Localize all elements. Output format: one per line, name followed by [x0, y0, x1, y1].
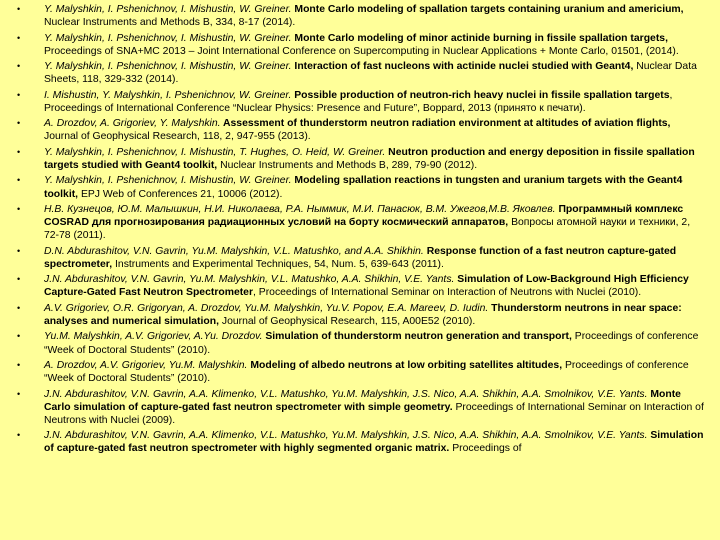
reference-title: Simulation of thunderstorm neutron generation and transport, — [262, 331, 572, 343]
reference-title: Monte Carlo modeling of spallation targets containing uranium and americium, — [291, 4, 684, 15]
bullet-icon: • — [17, 388, 21, 399]
reference-source: , Proceedings of International Seminar on Interaction of Neutrons with Nuclei (2010). — [253, 287, 642, 299]
reference-source: Proceedings of conference “Week of Doctoral Students” (2010). — [44, 331, 699, 356]
reference-item — [17, 60, 706, 86]
reference-title: Modeling of albedo neutrons at low orbiting satellites altitudes, — [247, 360, 563, 372]
reference-item — [17, 89, 706, 115]
reference-source: EPJ Web of Conferences 21, 10006 (2012). — [78, 188, 283, 200]
bullet-icon: • — [17, 146, 21, 157]
reference-source: Journal of Geophysical Research, 115, A00E52 (2010). — [218, 315, 476, 327]
bullet-icon: • — [17, 175, 21, 186]
reference-title: Simulation of Low-Background High Efficiency Capture-Gated Fast Neutron Spectrometer — [44, 274, 689, 299]
reference-title: Modeling spallation reactions in tungsten and uranium targets with the Geant4 toolkit, — [44, 175, 683, 200]
reference-item — [17, 245, 706, 271]
reference-authors: Y. Malyshkin, I. Pshenichnov, I. Mishustin, W. Greiner. — [44, 61, 292, 73]
reference-authors: A. Drozdov, A. Grigoriev, Y. Malyshkin. — [44, 118, 221, 130]
reference-item — [17, 302, 706, 328]
reference-authors: Н.В. Кузнецов, Ю.М. Малышкин, Н.И. Николаева, Р.А. Ныммик, М.И. Панасюк, В.М. Ужегов,М.В. Яковлев. — [44, 204, 556, 216]
bullet-icon: • — [17, 274, 21, 285]
reference-authors: J.N. Abdurashitov, V.N. Gavrin, Yu.M. Malyshkin, V.L. Matushko, A.A. Shikhin, V.E. Yants. — [44, 274, 455, 286]
reference-source: Proceedings of International Seminar on Interaction of Neutrons with Nuclei (2009). — [44, 401, 704, 426]
reference-title: Monte Carlo simulation of capture-gated fast neutron spectrometer with simple geometry. — [44, 388, 681, 413]
reference-authors: D.N. Abdurashitov, V.N. Gavrin, Yu.M. Malyshkin, V.L. Matushko, and A.A. Shikhin. — [44, 245, 424, 257]
reference-authors: J.N. Abdurashitov, V.N. Gavrin, A.A. Klimenko, V.L. Matushko, Yu.M. Malyshkin, J.S. Nico, A.A. Shikhin, A.A. Smolnikov, V.E. Yants. — [44, 388, 648, 400]
reference-source: , Proceedings of International Conference “Nuclear Physics: Presence and Future”, Boppard, 2013 (принято к печати). — [44, 89, 673, 114]
bullet-icon: • — [17, 118, 21, 129]
bullet-icon: • — [17, 360, 21, 371]
reference-authors: Y. Malyshkin, I. Pshenichnov, I. Mishustin, W. Greiner. — [44, 4, 292, 15]
reference-item — [17, 388, 706, 427]
reference-authors: Y. Malyshkin, I. Pshenichnov, I. Mishustin, W. Greiner. — [44, 32, 292, 44]
reference-title: Программный комплекс COSRAD для прогнозирования радиационных условий на борту космический аппаратов, — [44, 204, 684, 229]
reference-item — [17, 146, 706, 172]
reference-item — [17, 3, 706, 29]
reference-title: Assessment of thunderstorm neutron radiation environment at altitudes of aviation flights, — [220, 118, 671, 130]
reference-source: Proceedings of conference “Week of Doctoral Students” (2010). — [44, 360, 689, 385]
reference-item — [17, 273, 706, 299]
reference-item — [17, 429, 706, 455]
reference-item — [17, 203, 706, 242]
reference-authors: I. Mishustin, Y. Malyshkin, I. Pshenichnov, W. Greiner. — [44, 89, 292, 101]
bullet-icon: • — [17, 32, 21, 43]
reference-source: Nuclear Data Sheets, 118, 329-332 (2014). — [44, 61, 697, 86]
reference-authors: Yu.M. Malyshkin, A.V. Grigoriev, A.Yu. Drozdov. — [44, 331, 263, 343]
reference-item — [17, 32, 706, 58]
reference-authors: Y. Malyshkin, I. Pshenichnov, I. Mishustin, T. Hughes, O. Heid, W. Greiner. — [44, 146, 386, 158]
reference-title: Possible production of neutron-rich heavy nuclei in fissile spallation targets — [291, 89, 670, 101]
reference-source: Proceedings of — [449, 443, 522, 455]
reference-item — [17, 330, 706, 356]
reference-authors: A.V. Grigoriev, O.R. Grigoryan, A. Drozdov, Yu.M. Malyshkin, Yu.V. Popov, E.A. Mareev, D. Iudin. — [44, 302, 489, 314]
reference-title: Interaction of fast nucleons with actinide nuclei studied with Geant4, — [291, 61, 634, 73]
reference-source: Proceedings of SNA+MC 2013 – Joint International Conference on Supercomputing in Nuclear Applications + Monte Carlo, 01501, (2014). — [44, 45, 679, 57]
bullet-icon: • — [17, 430, 21, 441]
reference-title: Simulation of capture-gated fast neutron spectrometer with highly segmented organic matrix. — [44, 430, 704, 455]
bullet-icon: • — [17, 61, 21, 72]
reference-title: Neutron production and energy deposition in fissile spallation targets studied with Geant4 toolkit, — [44, 146, 695, 171]
reference-title: Monte Carlo modeling of minor actinide burning in fissile spallation targets, — [291, 32, 668, 44]
reference-source: Instruments and Experimental Techniques, 54, Num. 5, 639-643 (2011). — [112, 258, 444, 270]
reference-item — [17, 174, 706, 200]
reference-authors: Y. Malyshkin, I. Pshenichnov, I. Mishustin, W. Greiner. — [44, 175, 292, 187]
bullet-icon: • — [17, 4, 21, 14]
bullet-icon: • — [17, 331, 21, 342]
reference-item — [17, 359, 706, 385]
bullet-icon: • — [17, 245, 21, 256]
bullet-icon: • — [17, 89, 21, 100]
reference-source: Nuclear Instruments and Methods B, 289, 79-90 (2012). — [217, 159, 478, 171]
reference-item — [17, 117, 706, 143]
reference-source: Journal of Geophysical Research, 118, 2, 947-955 (2013). — [44, 131, 311, 143]
bullet-icon: • — [17, 302, 21, 313]
reference-authors: J.N. Abdurashitov, V.N. Gavrin, A.A. Klimenko, V.L. Matushko, Yu.M. Malyshkin, J.S. Nico, A.A. Shikhin, A.A. Smolnikov, V.E. Yants. — [44, 430, 648, 442]
reference-source: Вопросы атомной науки и техники, 2, 72-78 (2011). — [44, 217, 691, 242]
reference-title: Response function of a fast neutron capture-gated spectrometer, — [44, 245, 677, 270]
bullet-icon: • — [17, 204, 21, 215]
reference-title: Thunderstorm neutrons in near space: analyses and numerical simulation, — [44, 302, 682, 327]
reference-authors: A. Drozdov, A.V. Grigoriev, Yu.M. Malyshkin. — [44, 360, 248, 372]
reference-source: Nuclear Instruments and Methods B, 334, 8-17 (2014). — [44, 17, 296, 29]
